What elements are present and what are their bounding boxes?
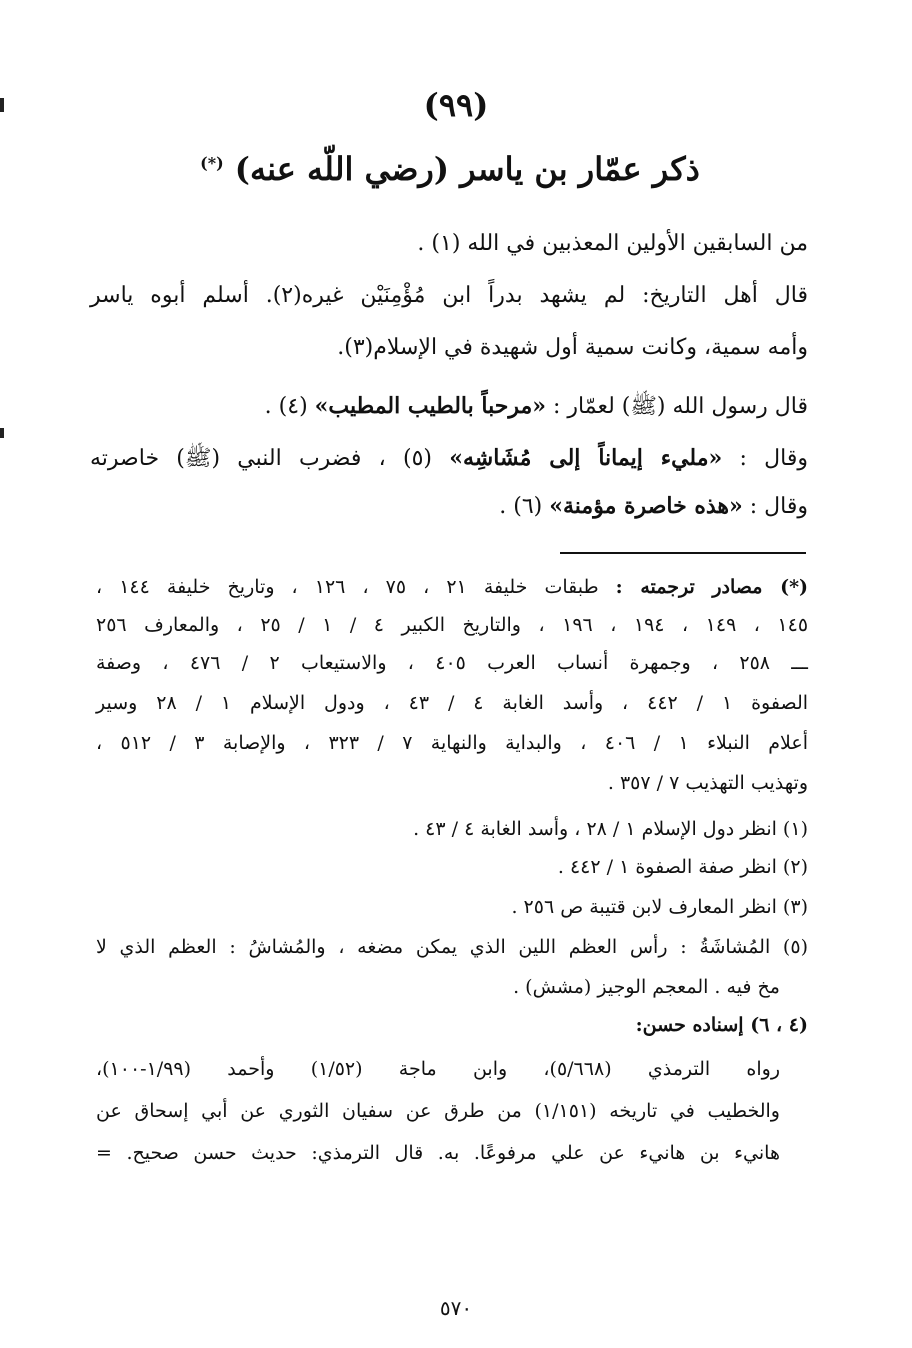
body-paragraph-4 [90, 440, 808, 477]
page-number: ٥٧٠ [439, 1296, 473, 1320]
footnote-ref: (٤) . [264, 394, 308, 419]
footnote-4-6-line-3: هانيء بن هانيء عن علي مرفوعًا. به. قال الترمذي: حديث حسن صحيح. = [96, 1142, 780, 1164]
body-text: (٥) ، فضرب النبي (ﷺ) خاصرته [90, 446, 433, 471]
footnote-star-line-5: أعلام النبلاء ١ / ٤٠٦ ، والبداية والنهاية ٧ / ٣٢٣ ، والإصابة ٣ / ٥١٢ ، [96, 732, 808, 754]
footnote-star-line-3: ـــ ٢٥٨ ، وجمهرة أنساب العرب ٤٠٥ ، والاستيعاب ٢ / ٤٧٦ ، وصفة [96, 652, 808, 674]
footnote-4-6-heading [96, 1008, 808, 1042]
footnote-3: (٣) انظر المعارف لابن قتيبة ص ٢٥٦ . [511, 896, 808, 918]
footnote-ref: (٦) . [499, 494, 543, 519]
body-paragraph-3 [90, 388, 808, 425]
title-text: ذكر عمّار بن ياسر (رضي اللّه عنه) [234, 150, 700, 188]
footnote-star-line-4: الصفوة ١ / ٤٤٢ ، وأسد الغابة ٤ / ٤٣ ، ودول الإسلام ١ / ٢٨ وسير [96, 692, 809, 714]
page-title [150, 150, 750, 188]
hadith-quote: «مليء إيماناً إلى مُشَاشِه» [449, 445, 723, 471]
footnote-star-line-1 [96, 570, 808, 604]
hadith-quote: «هذه خاصرة مؤمنة» [549, 493, 743, 519]
footnote-5-line-2: مخ فيه . المعجم الوجيز (مشش) . [513, 976, 780, 998]
scan-edge-mark [0, 428, 4, 438]
footnote-4-6-line-1: رواه الترمذي (٥/٦٦٨)، وابن ماجة (١/٥٢) وأحمد (١/٩٩-١٠٠)، [96, 1058, 780, 1080]
body-text: وقال : [739, 446, 808, 471]
hadith-quote: «مرحباً بالطيب المطيب» [314, 393, 546, 419]
body-text: قال رسول الله (ﷺ) لعمّار : [553, 394, 808, 419]
body-paragraph-2-line-1: قال أهل التاريخ: لم يشهد بدراً ابن مُؤْمِنَيْن غيره(٢). أسلم أبوه ياسر [90, 283, 808, 308]
footnote-divider [560, 552, 806, 554]
footnote-4-6-line-2: والخطيب في تاريخه (١/١٥١) من طرق عن سفيان الثوري عن أبي إسحاق عن [96, 1100, 780, 1122]
footnote-star-line-6: وتهذيب التهذيب ٧ / ٣٥٧ . [607, 772, 808, 794]
footnote-4-6-label: (٤ ، ٦) إسناده حسن: [635, 1014, 808, 1036]
section-number: (٩٩) [423, 86, 489, 124]
footnote-1: (١) انظر دول الإسلام ١ / ٢٨ ، وأسد الغابة ٤ / ٤٣ . [413, 818, 808, 840]
footnote-star-label: (*) مصادر ترجمته : [615, 576, 809, 598]
footnote-star-line-2: ١٤٥ ، ١٤٩ ، ١٩٤ ، ١٩٦ ، والتاريخ الكبير ٤ / ١ / ٢٥ ، والمعارف ٢٥٦ [96, 614, 809, 636]
body-paragraph-1: من السابقين الأولين المعذبين في الله (١) . [417, 231, 808, 256]
title-footnote-marker: (*) [200, 153, 224, 173]
body-text: وقال : [749, 494, 808, 519]
footnote-star-text: طبقات خليفة ٢١ ، ٧٥ ، ١٢٦ ، وتاريخ خليفة ١٤٤ ، [96, 576, 599, 598]
footnote-2: (٢) انظر صفة الصفوة ١ / ٤٤٢ . [557, 856, 808, 878]
body-paragraph-5 [90, 488, 808, 525]
body-paragraph-2-line-2: وأمه سمية، وكانت سمية أول شهيدة في الإسلام(٣). [337, 335, 808, 360]
footnote-5-line-1: (٥) المُشاشَةُ : رأس العظم اللين الذي يمكن مضغه ، والمُشاشُ : العظم الذي لا [96, 936, 808, 958]
